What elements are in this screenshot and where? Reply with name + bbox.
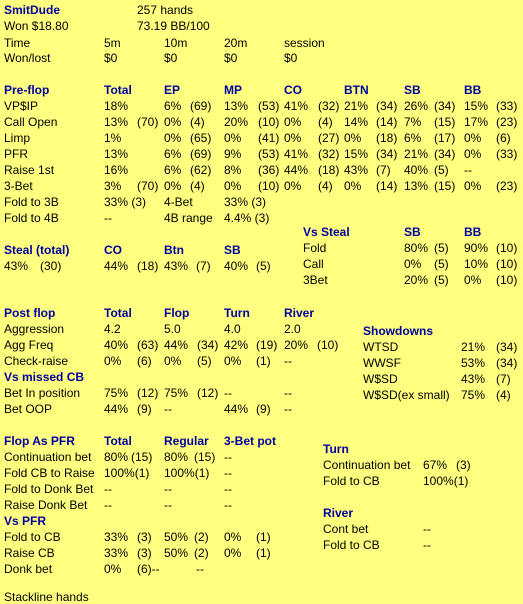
column-header: BB bbox=[464, 83, 482, 97]
flop-pfr-row-label: Continuation bet bbox=[4, 450, 92, 464]
preflop-row-label: PFR bbox=[4, 147, 28, 161]
preflop-cell: 6% bbox=[164, 147, 182, 161]
preflop-cell: 0% bbox=[164, 131, 182, 145]
preflop-cell: 44% bbox=[284, 163, 309, 177]
bet-oop-value: -- bbox=[284, 402, 292, 416]
preflop-cell: (62) bbox=[190, 163, 212, 177]
preflop-cell: 15% bbox=[464, 99, 489, 113]
column-header: River bbox=[284, 306, 315, 320]
vs-pfr-row-label: Fold to CB bbox=[4, 530, 61, 544]
vs-steal-sb-value: 20% bbox=[404, 273, 429, 287]
flop-pfr-3bet-pot: -- bbox=[224, 498, 232, 512]
preflop-row-label: 3-Bet bbox=[4, 179, 33, 193]
preflop-cell: (7) bbox=[376, 163, 391, 177]
flop-pfr-regular: -- bbox=[164, 498, 172, 512]
bet-in-position-value: (12) bbox=[197, 386, 219, 400]
flop-pfr-regular: 100%(1) bbox=[164, 466, 210, 480]
preflop-cell: 21% bbox=[344, 99, 369, 113]
column-header: CO bbox=[284, 83, 302, 97]
vs-pfr-3bet-pot: 0% bbox=[224, 530, 242, 544]
preflop-cell: 6% bbox=[164, 99, 182, 113]
preflop-cell: 17% bbox=[464, 115, 489, 129]
vs-pfr-total-count: (3) bbox=[137, 530, 152, 544]
flop-pfr-3bet-pot: -- bbox=[224, 482, 232, 496]
aggression-value: 4.0 bbox=[224, 322, 241, 336]
preflop-row-label: Raise 1st bbox=[4, 163, 55, 177]
check-raise-value: (1) bbox=[256, 354, 271, 368]
vs-pfr-regular: 50% bbox=[164, 546, 189, 560]
preflop-cell: 20% bbox=[224, 115, 249, 129]
preflop-cell: (27) bbox=[318, 131, 340, 145]
preflop-total: 13% bbox=[104, 115, 129, 129]
turn-count: (3) bbox=[456, 458, 471, 472]
bet-oop-value: (9) bbox=[256, 402, 271, 416]
preflop-row-label: VP$IP bbox=[4, 99, 39, 113]
preflop-total: 1% bbox=[104, 131, 122, 145]
preflop-total: 16% bbox=[104, 163, 129, 177]
column-header: Regular bbox=[164, 434, 209, 448]
vs-steal-row-label: Fold bbox=[303, 241, 327, 255]
preflop-cell: 0% bbox=[284, 131, 302, 145]
vs-pfr-3bet-pot-count: (1) bbox=[256, 530, 271, 544]
column-header: Total bbox=[104, 434, 132, 448]
vs-steal-sb-value: 80% bbox=[404, 241, 429, 255]
column-header: Total bbox=[104, 306, 132, 320]
preflop-cell: 15% bbox=[344, 147, 369, 161]
section-title-vs-pfr: Vs PFR bbox=[4, 514, 47, 528]
vs-pfr-total: 0% bbox=[104, 562, 122, 576]
preflop-cell: (10) bbox=[258, 179, 280, 193]
vs-pfr-row-label: Raise CB bbox=[4, 546, 55, 560]
time-period: 10m bbox=[164, 36, 188, 50]
preflop-cell: 0% bbox=[464, 179, 482, 193]
bet-in-position-value: -- bbox=[284, 386, 292, 400]
vs-steal-sb-count: (5) bbox=[434, 257, 449, 271]
preflop-cell: 9% bbox=[224, 147, 242, 161]
flop-pfr-3bet-pot: -- bbox=[224, 466, 232, 480]
showdown-value: 53% bbox=[461, 356, 486, 370]
flop-pfr-total-count: (15) bbox=[131, 450, 153, 464]
bet-oop-value: -- bbox=[164, 402, 172, 416]
vs-steal-bb-count: (10) bbox=[496, 241, 518, 255]
fold-to-4bet-value: -- bbox=[104, 211, 112, 225]
flop-pfr-total: 80% bbox=[104, 450, 129, 464]
preflop-cell: (70) bbox=[137, 179, 159, 193]
preflop-cell: (36) bbox=[258, 163, 280, 177]
section-title-preflop: Pre-flop bbox=[4, 83, 50, 97]
vs-pfr-regular: -- bbox=[196, 562, 204, 576]
agg-freq-label: Agg Freq bbox=[4, 338, 54, 352]
preflop-total: 3% bbox=[104, 179, 122, 193]
turn-value: 100%(1) bbox=[423, 474, 469, 488]
showdown-count: (34) bbox=[496, 340, 518, 354]
preflop-cell: (53) bbox=[258, 147, 280, 161]
showdown-value: 21% bbox=[461, 340, 486, 354]
preflop-cell: 0% bbox=[284, 179, 302, 193]
column-header: SB bbox=[404, 83, 421, 97]
steal-sb-value: 40% bbox=[224, 259, 249, 273]
vs-pfr-total: 33% bbox=[104, 530, 129, 544]
preflop-cell: 6% bbox=[404, 131, 422, 145]
steal-total-count: (30) bbox=[40, 259, 62, 273]
showdown-value: 75% bbox=[461, 388, 486, 402]
preflop-cell: (53) bbox=[258, 99, 280, 113]
player-name: SmitDude bbox=[4, 3, 61, 17]
showdown-label: WWSF bbox=[363, 356, 401, 370]
preflop-cell: 8% bbox=[224, 163, 242, 177]
four-bet-label: 4-Bet bbox=[164, 195, 193, 209]
flop-pfr-row-label: Fold CB to Raise bbox=[4, 466, 95, 480]
preflop-cell: 40% bbox=[404, 163, 429, 177]
preflop-cell: (69) bbox=[190, 147, 212, 161]
vs-steal-sb-value: 0% bbox=[404, 257, 422, 271]
time-period: session bbox=[284, 36, 325, 50]
vs-steal-bb-value: 90% bbox=[464, 241, 489, 255]
turn-row-label: Fold to CB bbox=[323, 474, 380, 488]
preflop-cell: 41% bbox=[284, 99, 309, 113]
bet-oop-value: 44% bbox=[224, 402, 249, 416]
showdown-count: (7) bbox=[496, 372, 511, 386]
vs-steal-bb-value: 0% bbox=[464, 273, 482, 287]
vs-steal-row-label: 3Bet bbox=[303, 273, 328, 287]
hand-count: 257 hands bbox=[137, 3, 194, 17]
preflop-cell: 14% bbox=[344, 115, 369, 129]
vs-pfr-regular-count: (2) bbox=[194, 546, 209, 560]
agg-freq-value: (19) bbox=[256, 338, 278, 352]
section-title-vs-missed-cb: Vs missed CB bbox=[4, 370, 85, 384]
steal-co-count: (18) bbox=[137, 259, 159, 273]
fold-to-3bet-label: Fold to 3B bbox=[4, 195, 59, 209]
vs-pfr-row-label: Donk bet bbox=[4, 562, 53, 576]
vs-pfr-total-count: (3) bbox=[137, 546, 152, 560]
vs-pfr-total: 33% bbox=[104, 546, 129, 560]
agg-freq-value: 42% bbox=[224, 338, 249, 352]
aggression-value: 2.0 bbox=[284, 322, 301, 336]
section-title-turn: Turn bbox=[323, 442, 349, 456]
preflop-cell: 13% bbox=[224, 99, 249, 113]
section-title-showdowns: Showdowns bbox=[363, 324, 433, 338]
preflop-cell: 0% bbox=[224, 179, 242, 193]
showdown-label: W$SD(ex small) bbox=[363, 388, 450, 402]
column-header: Turn bbox=[224, 306, 250, 320]
preflop-cell: (34) bbox=[376, 147, 398, 161]
preflop-cell: 43% bbox=[344, 163, 369, 177]
preflop-cell: (4) bbox=[190, 115, 205, 129]
preflop-cell: -- bbox=[464, 163, 472, 177]
check-raise-value: (6) bbox=[137, 354, 152, 368]
flop-pfr-regular: 80% bbox=[164, 450, 189, 464]
vs-steal-sb-count: (5) bbox=[434, 273, 449, 287]
bet-in-position-value: 75% bbox=[164, 386, 189, 400]
preflop-cell: (15) bbox=[434, 115, 456, 129]
vs-pfr-3bet-pot-count: (1) bbox=[256, 546, 271, 560]
vs-pfr-regular: 50% bbox=[164, 530, 189, 544]
column-header: BTN bbox=[344, 83, 369, 97]
vs-steal-sb-count: (5) bbox=[434, 241, 449, 255]
river-value: -- bbox=[423, 522, 431, 536]
turn-value: 67% bbox=[423, 458, 448, 472]
four-bet-value: 33% (3) bbox=[224, 195, 267, 209]
preflop-total: 18% bbox=[104, 99, 129, 113]
preflop-cell: 0% bbox=[164, 115, 182, 129]
bet-in-position-value: -- bbox=[224, 386, 232, 400]
check-raise-value: (5) bbox=[197, 354, 212, 368]
showdown-count: (34) bbox=[496, 356, 518, 370]
flop-pfr-row-label: Fold to Donk Bet bbox=[4, 482, 94, 496]
time-label: Time bbox=[4, 36, 31, 50]
bb-per-100: 73.19 BB/100 bbox=[137, 19, 210, 33]
preflop-cell: 13% bbox=[404, 179, 429, 193]
preflop-row-label: Limp bbox=[4, 131, 31, 145]
preflop-cell: (18) bbox=[376, 131, 398, 145]
preflop-cell: (4) bbox=[318, 179, 333, 193]
bet-in-position-label: Bet In position bbox=[4, 386, 81, 400]
column-header: Flop bbox=[164, 306, 190, 320]
section-title-flop-as-pfr: Flop As PFR bbox=[4, 434, 75, 448]
won-amount: Won $18.80 bbox=[4, 19, 69, 33]
preflop-cell: 21% bbox=[404, 147, 429, 161]
river-row-label: Cont bet bbox=[323, 522, 369, 536]
showdown-value: 43% bbox=[461, 372, 486, 386]
check-raise-value: 0% bbox=[104, 354, 122, 368]
time-period: 20m bbox=[224, 36, 248, 50]
preflop-cell: 6% bbox=[164, 163, 182, 177]
check-raise-value: 0% bbox=[164, 354, 182, 368]
steal-btn-header: Btn bbox=[164, 243, 184, 257]
bet-oop-value: (9) bbox=[137, 402, 152, 416]
steal-btn-count: (7) bbox=[196, 259, 211, 273]
preflop-cell: (34) bbox=[434, 147, 456, 161]
section-title-river: River bbox=[323, 506, 354, 520]
preflop-row-label: Call Open bbox=[4, 115, 58, 129]
agg-freq-value: 20% bbox=[284, 338, 309, 352]
preflop-cell: 0% bbox=[284, 115, 302, 129]
agg-freq-value: (34) bbox=[197, 338, 219, 352]
preflop-cell: (14) bbox=[376, 179, 398, 193]
showdown-count: (4) bbox=[496, 388, 511, 402]
steal-co-header: CO bbox=[104, 243, 122, 257]
preflop-cell: (33) bbox=[496, 147, 518, 161]
river-value: -- bbox=[423, 538, 431, 552]
preflop-cell: (18) bbox=[318, 163, 340, 177]
vs-steal-bb-value: 10% bbox=[464, 257, 489, 271]
preflop-cell: (4) bbox=[318, 115, 333, 129]
agg-freq-value: (63) bbox=[137, 338, 159, 352]
bet-oop-value: 44% bbox=[104, 402, 129, 416]
agg-freq-value: 44% bbox=[164, 338, 189, 352]
vs-steal-bb-header: BB bbox=[464, 225, 482, 239]
steal-co-value: 44% bbox=[104, 259, 129, 273]
preflop-cell: 7% bbox=[404, 115, 422, 129]
preflop-cell: (10) bbox=[258, 115, 280, 129]
preflop-cell: (41) bbox=[258, 131, 280, 145]
column-header: EP bbox=[164, 83, 181, 97]
steal-total-value: 43% bbox=[4, 259, 29, 273]
steal-btn-value: 43% bbox=[164, 259, 189, 273]
check-raise-label: Check-raise bbox=[4, 354, 69, 368]
flop-pfr-3bet-pot: -- bbox=[224, 450, 232, 464]
won-lost-value: $0 bbox=[164, 51, 178, 65]
preflop-cell: 0% bbox=[164, 179, 182, 193]
won-lost-label: Won/lost bbox=[4, 51, 51, 65]
showdown-label: W$SD bbox=[363, 372, 398, 386]
section-title-vs-steal: Vs Steal bbox=[303, 225, 350, 239]
vs-pfr-3bet-pot: 0% bbox=[224, 546, 242, 560]
aggression-value: 5.0 bbox=[164, 322, 181, 336]
preflop-cell: (32) bbox=[318, 147, 340, 161]
preflop-cell: (17) bbox=[434, 131, 456, 145]
preflop-total: 13% bbox=[104, 147, 129, 161]
preflop-cell: 0% bbox=[344, 131, 362, 145]
preflop-cell: 41% bbox=[284, 147, 309, 161]
agg-freq-value: (10) bbox=[317, 338, 339, 352]
vs-pfr-regular-count: (2) bbox=[194, 530, 209, 544]
check-raise-value: 0% bbox=[224, 354, 242, 368]
bet-in-position-value: 75% bbox=[104, 386, 129, 400]
steal-sb-count: (5) bbox=[256, 259, 271, 273]
section-title-steal: Steal (total) bbox=[4, 243, 70, 257]
bet-oop-label: Bet OOP bbox=[4, 402, 53, 416]
turn-row-label: Continuation bet bbox=[323, 458, 411, 472]
preflop-cell: (33) bbox=[496, 99, 518, 113]
section-title-postflop: Post flop bbox=[4, 306, 56, 320]
preflop-cell: 0% bbox=[464, 131, 482, 145]
column-header: Total bbox=[104, 83, 132, 97]
preflop-cell: 0% bbox=[224, 131, 242, 145]
flop-pfr-total: 100%(1) bbox=[104, 466, 150, 480]
won-lost-value: $0 bbox=[284, 51, 298, 65]
flop-pfr-row-label: Raise Donk Bet bbox=[4, 498, 88, 512]
agg-freq-value: 40% bbox=[104, 338, 129, 352]
preflop-cell: (34) bbox=[376, 99, 398, 113]
preflop-cell: 0% bbox=[464, 147, 482, 161]
river-row-label: Fold to CB bbox=[323, 538, 380, 552]
fold-to-4bet-label: Fold to 4B bbox=[4, 211, 59, 225]
preflop-cell: (69) bbox=[190, 99, 212, 113]
flop-pfr-regular-count: (15) bbox=[194, 450, 216, 464]
check-raise-value: -- bbox=[284, 354, 292, 368]
preflop-cell: (6) bbox=[496, 131, 511, 145]
flop-pfr-total: -- bbox=[104, 498, 112, 512]
steal-sb-header: SB bbox=[224, 243, 241, 257]
preflop-cell: (23) bbox=[496, 179, 518, 193]
vs-steal-row-label: Call bbox=[303, 257, 324, 271]
preflop-cell: (5) bbox=[434, 163, 449, 177]
bet-in-position-value: (12) bbox=[137, 386, 159, 400]
preflop-cell: (34) bbox=[434, 99, 456, 113]
showdown-label: WTSD bbox=[363, 340, 399, 354]
vs-steal-bb-count: (10) bbox=[496, 257, 518, 271]
preflop-cell: (70) bbox=[137, 115, 159, 129]
four-bet-range-value: 4.4% (3) bbox=[224, 211, 270, 225]
time-period: 5m bbox=[104, 36, 121, 50]
column-header: MP bbox=[224, 83, 242, 97]
four-bet-range-label: 4B range bbox=[164, 211, 213, 225]
preflop-cell: (15) bbox=[434, 179, 456, 193]
vs-steal-bb-count: (10) bbox=[496, 273, 518, 287]
footer-text: Stackline hands bbox=[4, 590, 89, 604]
won-lost-value: $0 bbox=[104, 51, 118, 65]
fold-to-3bet-value: 33% (3) bbox=[104, 195, 147, 209]
preflop-cell: (32) bbox=[318, 99, 340, 113]
vs-pfr-total-count: (6)-- bbox=[137, 562, 160, 576]
preflop-cell: (65) bbox=[190, 131, 212, 145]
preflop-cell: 0% bbox=[344, 179, 362, 193]
aggression-value: 4.2 bbox=[104, 322, 121, 336]
aggression-label: Aggression bbox=[4, 322, 65, 336]
vs-steal-sb-header: SB bbox=[404, 225, 421, 239]
flop-pfr-regular: -- bbox=[164, 482, 172, 496]
preflop-cell: (23) bbox=[496, 115, 518, 129]
preflop-cell: (14) bbox=[376, 115, 398, 129]
flop-pfr-total: -- bbox=[104, 482, 112, 496]
column-header: 3-Bet pot bbox=[224, 434, 276, 448]
preflop-cell: (4) bbox=[190, 179, 205, 193]
preflop-cell: 26% bbox=[404, 99, 429, 113]
won-lost-value: $0 bbox=[224, 51, 238, 65]
